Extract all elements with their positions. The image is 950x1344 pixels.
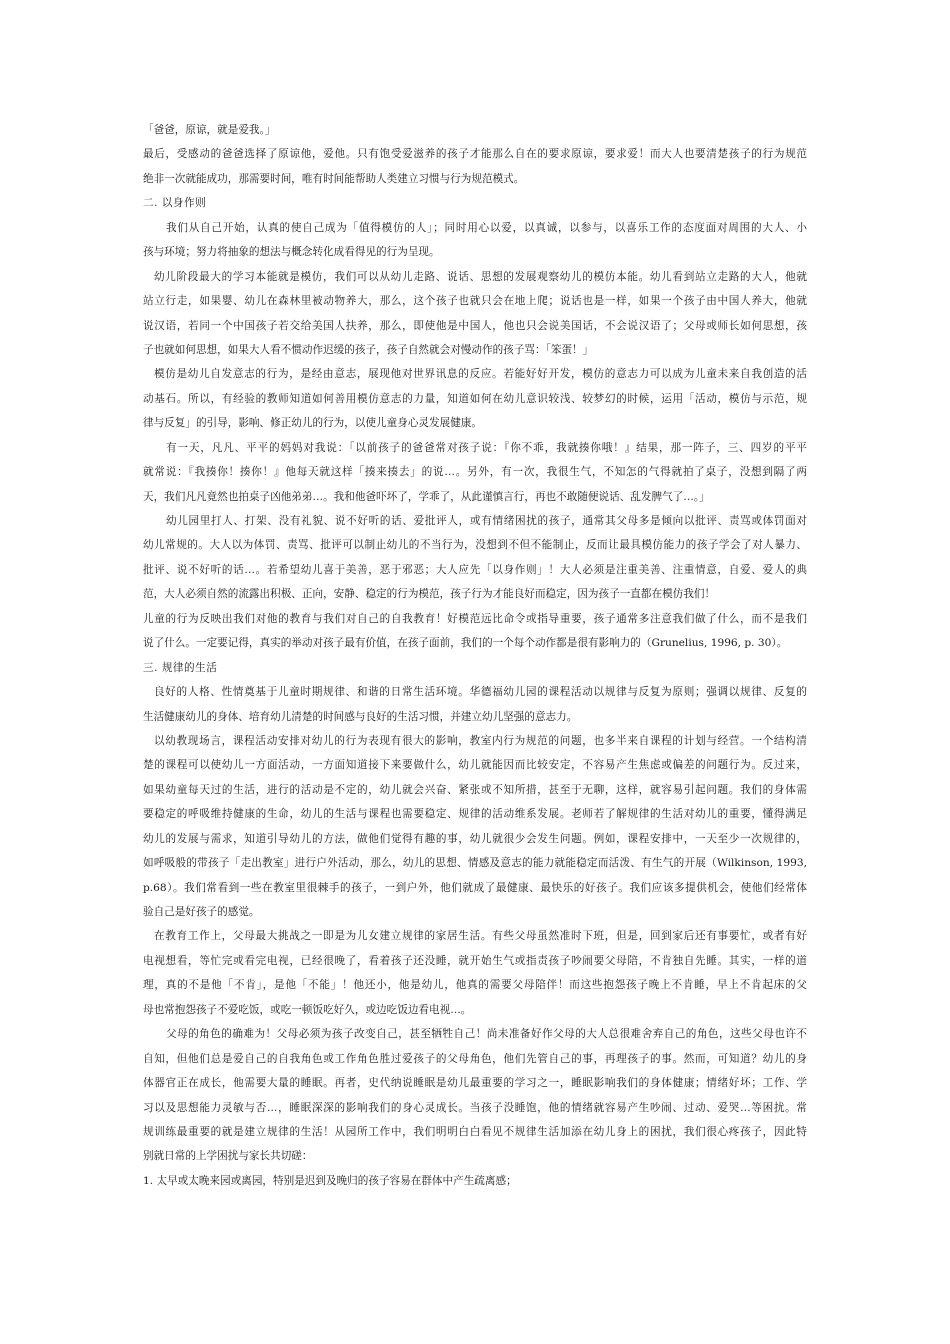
paragraph <box>143 607 807 656</box>
paragraph <box>143 729 807 925</box>
section-heading <box>143 191 807 215</box>
text-line: 我们从自己开始，认真的使自己成为「值得模仿的人」；同时用心以爱，以真诚，以参与，以喜乐工作的态度面对周围的大人、小 <box>166 221 807 234</box>
paragraph <box>143 362 807 435</box>
text-line: 说了什么。一定要记得，真实的举动对孩子最有价值，在孩子面前，我们的一个每个动作都是很有影响力的（Grunelius, 1996, p. 30）。 <box>143 637 788 650</box>
text-line: 就常说：『我揍你！揍你！』他每天就这样「揍来揍去」的说…。另外，有一次，我很生气，不知怎的气得就拍了桌子，没想到隔了两 <box>143 466 807 479</box>
text-line: 幼儿园里打人、打架、没有礼貌、说不好听的话、爱批评人，或有情绪困扰的孩子，通常其父母多是倾向以批评、责骂或体罚面对 <box>166 515 807 527</box>
text-line: 父母的角色的确难为！父母必须为孩子改变自己，甚至牺牲自己！尚未准备好作父母的大人总很难舍弃自己的角色，这些父母也许不 <box>166 1028 807 1041</box>
paragraph <box>143 1169 807 1193</box>
text-line: 站立行走，如果婴、幼儿在森林里被动物养大，那么，这个孩子也就只会在地上爬；说话也是一样，如果一个孩子由中国人养大，他就 <box>143 295 807 308</box>
text-line: 范，大人必须自然的流露出积极、正向，安静、稳定的行为模范，孩子行为才能良好而稳定，因为孩子一直都在模仿我们！ <box>143 588 716 601</box>
text-line: 子也就如何思想，如果大人看不惯动作迟缓的孩子，孩子自然就会对慢动作的孩子骂：「笨蛋！」 <box>143 343 594 356</box>
text-line: 最后，受感动的爸爸选择了原谅他，爱他。只有饱受爱滋养的孩子才能那么自在的要求原谅，要求爱！而大人也要清楚孩子的行为规范 <box>143 148 807 161</box>
paragraph <box>143 1022 807 1169</box>
paragraph <box>143 680 807 729</box>
text-line: 1. 太早或太晚来园或离园，特别是迟到及晚归的孩子容易在群体中产生疏离感； <box>143 1174 517 1187</box>
text-line: 验自己是好孩子的感觉。 <box>143 906 260 918</box>
paragraph <box>143 265 807 363</box>
text-line: 良好的人格、性情奠基于儿童时期规律、和谐的日常生活环境。华德福幼儿园的课程活动以规律与反复为原则；强调以规律、反复的 <box>154 686 807 699</box>
text-line: 楚的课程可以使幼儿一方面活动，一方面知道接下来要做什么，幼儿就能因而比较安定，不容易产生焦虑或偏差的问题行为。反过来， <box>143 759 807 772</box>
heading-text: 三. 规律的生活 <box>143 661 218 674</box>
text-line: 幼儿阶段最大的学习本能就是模仿，我们可以从幼儿走路、说话、思想的发展观察幼儿的模仿本能。幼儿看到站立走路的大人，他就 <box>154 270 807 283</box>
text-line: 规训练最重要的就是建立规律的生活！从园所工作中，我们明明白白看见不规律生活加添在幼儿身上的困扰，我们很心疼孩子，因此特 <box>143 1125 807 1138</box>
text-line: 以幼教现场言，课程活动安排对幼儿的行为表现有很大的影响，教室内行为规范的问题，也多半来自课程的计划与经营。一个结构清 <box>154 734 807 747</box>
text-line: 电视想看，等忙完或看完电视，已经很晚了，看着孩子还没睡，就开始生气或指责孩子吵闹要父母陪，不肯独自先睡。其实，一样的道 <box>143 954 807 967</box>
text-line: 习以及思想能力灵敏与否…，睡眠深深的影响我们的身心灵成长。当孩子没睡饱，他的情绪就容易产生吵闹、过动、爱哭…等困扰。常 <box>143 1101 807 1114</box>
text-line: 在教育工作上，父母最大挑战之一即是为儿女建立规律的家居生活。有些父母虽然准时下班，但是，回到家后还有事要忙，或者有好 <box>154 930 807 943</box>
paragraph <box>143 118 807 142</box>
text-line: 天，我们凡凡竟然也拍桌子凶他弟弟…。我和他爸吓坏了，学乖了，从此谨慎言行，再也不敢随便说话、乱发脾气了…。」 <box>143 490 710 503</box>
text-line: 模仿是幼儿自发意志的行为，是经由意志，展现他对世界讯息的反应。若能好好开发，模仿的意志力可以成为儿童未来自我创造的活 <box>154 368 807 381</box>
paragraph <box>143 509 807 607</box>
text-line: 别就日常的上学困扰与家长共切磋： <box>143 1150 313 1163</box>
text-line: 幼儿的发展与需求，知道引导幼儿的方法，做他们觉得有趣的事，幼儿就很少会发生问题。例如，课程安排中，一天至少一次规律的， <box>143 832 807 845</box>
text-line: 如果幼童每天过的生活，进行的活动是不定的，幼儿就会兴奋、紧张或不知所措，甚至于无聊，这样，就容易引起问题。我们的身体需 <box>143 783 807 796</box>
text-line: 儿童的行为反映出我们对他的教育与我们对自己的自我教育！好模范远比命令或指导重要，孩子通常多注意我们做了什么，而不是我们 <box>143 612 807 625</box>
paragraph <box>143 924 807 1022</box>
text-line: 说汉语，若同一个中国孩子若交给美国人扶养，那么，即使他是中国人，他也只会说美国话，不会说汉语了；父母或师长如何思想，孩 <box>143 319 807 332</box>
text-line: 孩与环境；努力将抽象的想法与概念转化成看得见的行为呈现。 <box>143 246 440 259</box>
text-line: 如呼吸般的带孩子「走出教室」进行户外活动，那么，幼儿的思想、情感及意志的能力就能稳定而活泼、有生气的开展（Wilkinson, 1993, <box>143 857 807 870</box>
heading-text: 二. 以身作则 <box>143 197 207 210</box>
text-line: 母也常抱怨孩子不爱吃饭，或吃一顿饭吃好久，或边吃饭边看电视…。 <box>143 1003 472 1016</box>
text-line: 自知，但他们总是爱自己的自我角色或工作角色胜过爱孩子的父母角色，他们先管自己的事，再理孩子的事。然而，可知道？幼儿的身 <box>143 1052 807 1065</box>
text-line: 批评、说不好听的话…。若希望幼儿喜于美善，恶于邪恶；大人应先「以身作则」！大人必须是注重美善、注重情意，自爱、爱人的典 <box>143 563 807 576</box>
text-line: p.68）。我们常看到一些在教室里很棘手的孩子，一到户外，他们就成了最健康、最快乐的好孩子。我们应该多提供机会，使他们经常体 <box>143 881 807 894</box>
document-page <box>143 118 807 1193</box>
text-line: 生活健康幼儿的身体、培育幼儿清楚的时间感与良好的生活习惯，并建立幼儿坚强的意志力。 <box>143 710 578 723</box>
text-line: 要稳定的呼吸维持健康的生命，幼儿的生活与课程也需要稳定、规律的活动维系发展。老师若了解规律的生活对幼儿的重要，懂得满足 <box>143 808 807 821</box>
text-line: 有一天，凡凡、平平的妈妈对我说：「以前孩子的爸爸常对孩子说：『你不乖，我就揍你哦！』结果，那一阵子，三、四岁的平平 <box>166 441 807 454</box>
paragraph <box>143 142 807 191</box>
text-line: 理，真的不是他「不肯」，是他「不能」！他还小，他是幼儿，他真的需要父母陪伴！而这些抱怨孩子晚上不肯睡，早上不肯起床的父 <box>143 979 807 992</box>
text-line: 动基石。所以，有经验的教师知道如何善用模仿意志的力量，知道如何在幼儿意识较浅、较梦幻的时候，运用「活动，模仿与示范，规 <box>143 392 807 405</box>
paragraph <box>143 436 807 509</box>
text-line: 律与反复」的引导，影响、修正幼儿的行为，以使儿童身心灵发展健康。 <box>143 417 482 430</box>
text-line: 体器官正在成长，他需要大量的睡眠。再者，史代纳说睡眠是幼儿最重要的学习之一，睡眠影响我们的身体健康；情绪好坏；工作、学 <box>143 1077 807 1090</box>
section-heading <box>143 656 807 680</box>
text-line: 幼儿常规的。大人以为体罚、责骂、批评可以制止幼儿的不当行为，没想到不但不能制止，反而让最具模仿能力的孩子学会了对人暴力、 <box>143 539 807 552</box>
text-line: 「爸爸，原谅，就是爱我。」 <box>143 124 276 136</box>
text-line: 绝非一次就能成功，那需要时间，唯有时间能帮助人类建立习惯与行为规范模式。 <box>143 172 525 185</box>
paragraph <box>143 216 807 265</box>
